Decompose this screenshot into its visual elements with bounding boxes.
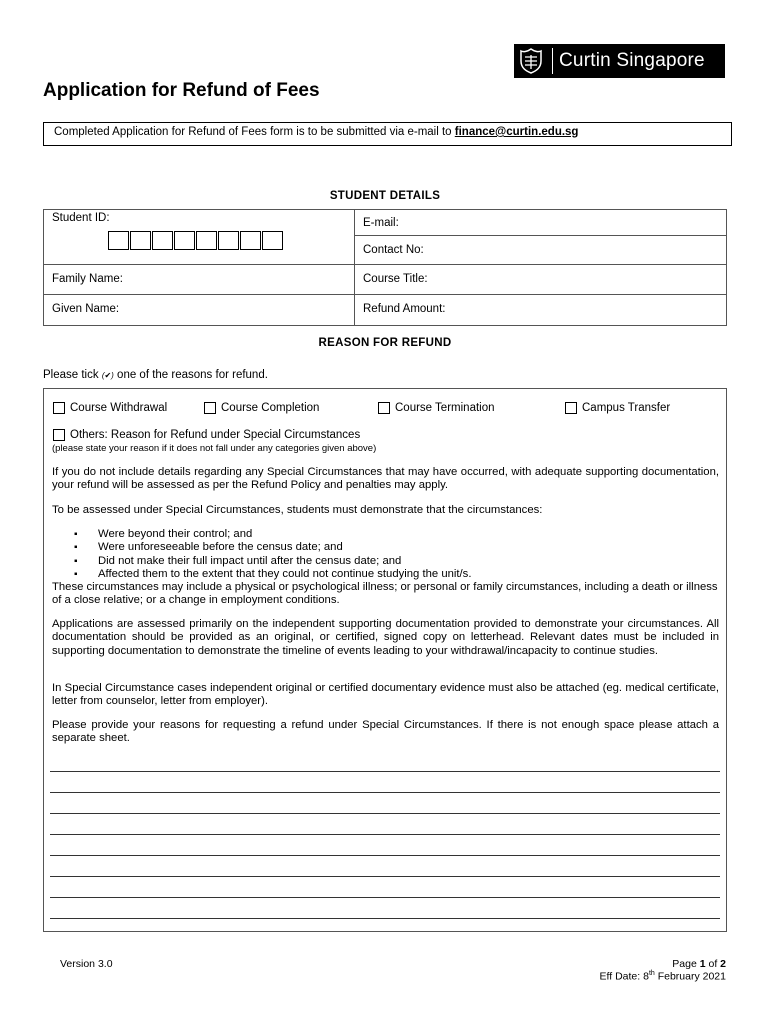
student-id-digit-box[interactable] bbox=[174, 231, 195, 250]
writing-line[interactable] bbox=[50, 771, 720, 772]
option-label: Course Withdrawal bbox=[70, 402, 168, 414]
student-id-label: Student ID: bbox=[52, 212, 110, 224]
given-name-label: Given Name: bbox=[52, 303, 120, 315]
eff-sup: th bbox=[648, 970, 655, 977]
paragraph-assessment-criteria: Applications are assessed primarily on the independent supporting documentation provided to demonstrate your circumstances. All documentation should be provided as an original, or certified, signed copy on letterhead. Relevant dates must be included in supporting documentation to demonstrate the timeline of events leading to your withdrawal/incapacity to continue studies. bbox=[52, 618, 719, 657]
tick-prefix: Please tick bbox=[43, 369, 99, 381]
checkbox-campus-transfer[interactable] bbox=[565, 402, 670, 414]
page-prefix: Page bbox=[672, 958, 700, 970]
notice-text: Completed Application for Refund of Fees form is to be submitted via e-mail to bbox=[54, 126, 455, 138]
writing-line[interactable] bbox=[50, 792, 720, 793]
family-name-label: Family Name: bbox=[52, 273, 123, 285]
reasons-panel bbox=[43, 388, 727, 932]
tick-symbol: (✔) bbox=[101, 371, 114, 380]
writing-line[interactable] bbox=[50, 897, 720, 898]
curtin-logo bbox=[514, 44, 725, 78]
student-id-digit-box[interactable] bbox=[152, 231, 173, 250]
page-mid: of bbox=[705, 958, 721, 970]
paragraph-circumstances-examples: These circumstances may include a physical or psychological illness; or personal or family circumstances, including a death or illness of a close relative; or a change in employment conditions. bbox=[52, 581, 718, 607]
email-label: E-mail: bbox=[363, 217, 399, 229]
row-divider bbox=[44, 264, 726, 265]
student-id-boxes[interactable] bbox=[108, 231, 283, 250]
paragraph-documentation-warning: If you do not include details regarding any Special Circumstances that may have occurred, with adequate supporting documentation, your refund will be assessed as per the Refund Policy and penalties may apply. bbox=[52, 466, 719, 492]
student-details-heading: STUDENT DETAILS bbox=[329, 190, 441, 202]
checkbox-course-termination[interactable] bbox=[378, 402, 495, 414]
course-title-label: Course Title: bbox=[363, 273, 428, 285]
effective-date bbox=[600, 970, 726, 983]
option-label: Course Termination bbox=[395, 402, 495, 414]
eff-prefix: Eff Date: 8 bbox=[599, 970, 649, 983]
contact-label: Contact No: bbox=[363, 244, 424, 256]
student-id-digit-box[interactable] bbox=[240, 231, 261, 250]
list-item: ▪ Did not make their full impact until after the census date; and bbox=[74, 555, 471, 568]
writing-line[interactable] bbox=[50, 918, 720, 919]
student-id-digit-box[interactable] bbox=[218, 231, 239, 250]
writing-line[interactable] bbox=[50, 855, 720, 856]
student-id-digit-box[interactable] bbox=[196, 231, 217, 250]
circumstances-list bbox=[74, 528, 471, 581]
page-title: Application for Refund of Fees bbox=[43, 80, 320, 101]
logo-divider bbox=[552, 48, 553, 74]
list-item: ▪ Affected them to the extent that they could not continue studying the unit/s. bbox=[74, 568, 471, 581]
list-item: ▪ Were unforeseeable before the census date; and bbox=[74, 541, 471, 554]
list-item: ▪ Were beyond their control; and bbox=[74, 528, 471, 541]
checkbox-icon[interactable] bbox=[53, 429, 65, 441]
refund-amount-label: Refund Amount: bbox=[363, 303, 446, 315]
checkbox-icon[interactable] bbox=[378, 402, 390, 414]
tick-suffix: one of the reasons for refund. bbox=[117, 369, 268, 381]
page-current: 1 bbox=[699, 958, 706, 970]
student-id-digit-box[interactable] bbox=[130, 231, 151, 250]
logo-text: Curtin Singapore bbox=[559, 50, 705, 71]
checkbox-icon[interactable] bbox=[204, 402, 216, 414]
checkbox-course-withdrawal[interactable] bbox=[53, 402, 167, 414]
student-details-table bbox=[43, 209, 727, 326]
writing-line[interactable] bbox=[50, 876, 720, 877]
paragraph-evidence: In Special Circumstance cases independent original or certified documentary evidence must also be attached (eg. medical certificate, letter from counselor, letter from employer). bbox=[52, 682, 719, 708]
option-label: Others: Reason for Refund under Special Circumstances bbox=[70, 429, 361, 441]
writing-line[interactable] bbox=[50, 813, 720, 814]
version-label: Version 3.0 bbox=[60, 958, 113, 970]
writing-line[interactable] bbox=[50, 834, 720, 835]
option-label: Campus Transfer bbox=[582, 402, 671, 414]
column-divider bbox=[354, 210, 355, 325]
student-id-digit-box[interactable] bbox=[108, 231, 129, 250]
page-number bbox=[672, 958, 726, 970]
checkbox-others[interactable] bbox=[53, 429, 360, 441]
paragraph-assessment-intro: To be assessed under Special Circumstances, students must demonstrate that the circumstances: bbox=[52, 504, 543, 516]
option-label: Course Completion bbox=[221, 402, 320, 414]
reason-heading: REASON FOR REFUND bbox=[318, 337, 452, 349]
checkbox-icon[interactable] bbox=[53, 402, 65, 414]
checkbox-course-completion[interactable] bbox=[204, 402, 319, 414]
eff-suffix: February 2021 bbox=[654, 970, 726, 983]
tick-instruction bbox=[43, 369, 268, 381]
submission-notice bbox=[43, 122, 732, 146]
row-divider bbox=[354, 235, 726, 236]
crest-icon bbox=[514, 44, 548, 78]
page-total: 2 bbox=[720, 958, 726, 970]
student-id-digit-box[interactable] bbox=[262, 231, 283, 250]
others-note: (please state your reason if it does not fall under any categories given above) bbox=[52, 443, 377, 454]
checkbox-icon[interactable] bbox=[565, 402, 577, 414]
paragraph-provide-reasons: Please provide your reasons for requesting a refund under Special Circumstances. If there is not enough space please attach a separate sheet. bbox=[52, 719, 719, 745]
row-divider bbox=[44, 294, 726, 295]
finance-email-link[interactable]: finance@curtin.edu.sg bbox=[454, 126, 579, 138]
